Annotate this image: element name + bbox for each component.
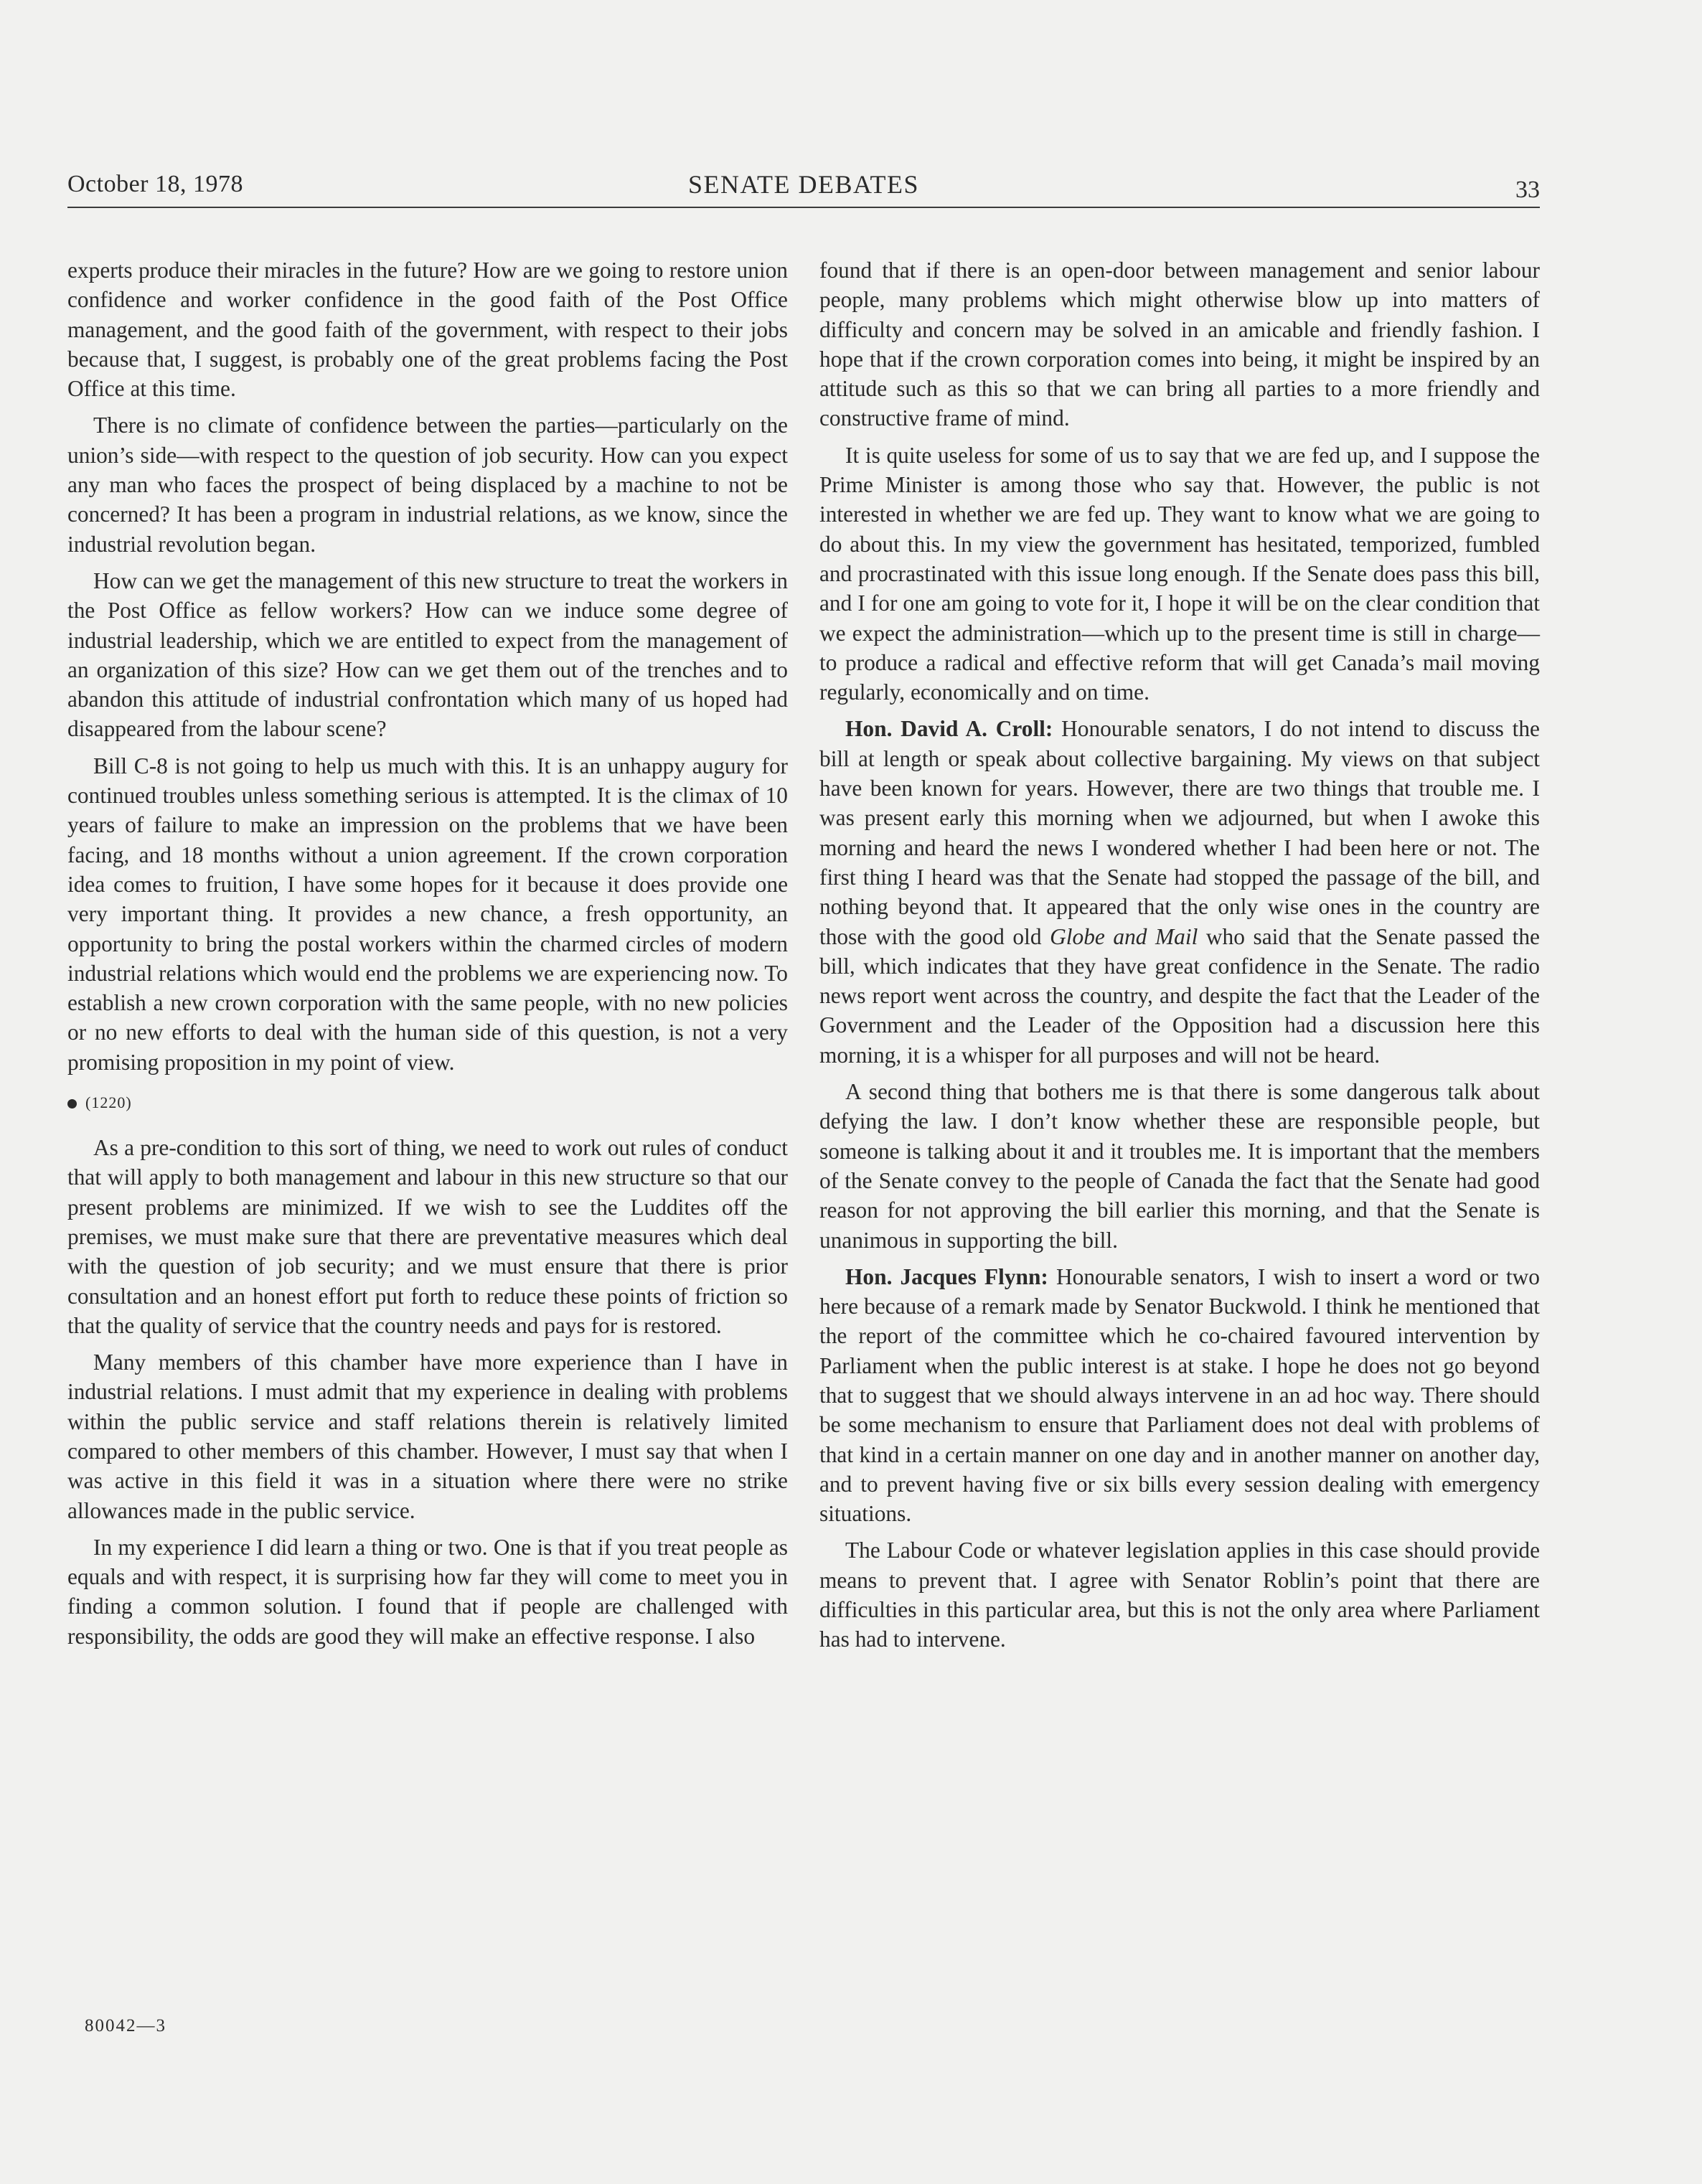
speaker-name: Hon. Jacques Flynn: [845,1263,1048,1289]
page-number: 33 [1515,176,1540,203]
paragraph: Bill C-8 is not going to help us much with this. It is an unhappy augury for continued troubles unless something serious is attempted. It is the climax of 10 years of failure to make an impression on the problems that we have been facing, and 18 months without a union agreement. If the crown corporation idea comes to fruition, I have some hopes for it because it does provide one very important thing. It provides a new chance, a fresh opportunity, an opportunity to bring the postal workers within the charmed circles of modern industrial relations which would end the problems we are experiencing now. To establish a new crown corporation with the same people, with no new policies or no new efforts to deal with the human side of this question, is not a very promising proposition in my point of view. [67,753,788,1075]
footer-code: 80042—3 [85,2016,166,2035]
time-marker [67,1093,788,1113]
paragraph: As a pre-condition to this sort of thing, we need to work out rules of conduct that will apply to both management and labour in this new structure so that our present problems are minimized. If we wish to see the Luddites off the premises, we must make sure that there are preventative measures which deal with the question of job security; and we must ensure that there is prior consultation and an honest effort put forth to reduce these points of friction so that the quality of service that the country needs and pays for is restored. [67,1135,788,1338]
speech-text: Honourable senators, I wish to insert a word or two here because of a remark made by Senator Buckwold. I think he mentioned that the report of the committee which he co-chaired favoured intervention by Parliament when the public interest is at stake. I hope he does not go beyond that to suggest that we should always intervene in an ad hoc way. There should be some mechanism to ensure that Parliament does not deal with problems of that kind in a certain manner on one day and in another manner on another day, and to prevent having five or six bills every session dealing with emergency situations. [819,1263,1540,1527]
paragraph: The Labour Code or whatever legislation applies in this case should provide means to prevent that. I agree with Senator Roblin’s point that there are difficulties in this particular area, but this is not the only area where Parliament has had to intervene. [819,1538,1540,1652]
paragraph: Many members of this chamber have more experience than I have in industrial relations. I must admit that my experience in dealing with problems within the public service and staff relations therein is relatively limited compared to other members of this chamber. However, I must say that when I was active in this field it was in a situation where there were no strike allowances made in the public service. [67,1350,788,1523]
speaker-name: Hon. David A. Croll: [845,716,1053,742]
paragraph: In my experience I did learn a thing or two. One is that if you treat people as equals and with respect, it is surprising how far they will come to meet you in finding a common solution. I found that if people are challenged with responsibility, the odds are good they will make an effective response. I also [67,1534,788,1649]
bullet-icon [67,1099,77,1109]
speech-text: Honourable senators, I do not intend to discuss the bill at length or speak about collective bargaining. My views on that subject have been known for years. However, there are two things that trouble me. I was present early this morning when we adjourned, but when I awoke this morning and heard the news I wondered whether I had been here or not. The first thing I heard was that the Senate had stopped the passage of the bill, and nothing beyond that. It appeared that the only wise ones in the country are those with the good old [819,716,1540,949]
page-header [67,166,1540,208]
speech-flynn [819,1262,1540,1529]
paragraph: It is quite useless for some of us to say that we are fed up, and I suppose the Prime Minister is among those who say that. However, the public is not interested in whether we are fed up. They want to know what we are going to do about this. In my view the government has hesitated, temporized, fumbled and procrastinated with this issue long enough. If the Senate does pass this bill, and I for one am going to vote for it, I hope it will be on the clear condition that we expect the administration—which up to the present time is still in charge—to produce a radical and effective reform that will get Canada’s mail moving regularly, economically and on time. [819,442,1540,705]
time-marker-label: (1220) [85,1093,132,1112]
header-date: October 18, 1978 [67,171,244,197]
paragraph: How can we get the management of this new structure to treat the workers in the Post Office as fellow workers? How can we induce some degree of industrial leadership, which we are entitled to expect from the management of an organization of this size? How can we get them out of the trenches and to abandon this attitude of industrial confrontation which many of us hoped had disappeared from the labour scene? [67,568,788,742]
speech-croll [819,714,1540,1070]
publication-title: Globe and Mail [1050,923,1198,949]
paragraph: A second thing that bothers me is that there is some dangerous talk about defying the law. I don’t know whether these are responsible people, but someone is talking about it and it troubles me. It is important that the members of the Senate convey to the people of Canada the fact that the Senate had good reason for not approving the bill earlier this morning, and that the Senate is unanimous in supporting the bill. [819,1079,1540,1253]
speech-text: who said that the Senate passed the bill, which indicates that they have great confidence in the Senate. The radio news report went across the country, and despite the fact that the Leader of the Government and the Leader of the Opposition had a discussion here this morning, it is a whisper for all purposes and will not be heard. [819,923,1540,1068]
header-title: SENATE DEBATES [687,170,919,199]
paragraph: found that if there is an open-door between management and senior labour people, many problems which might otherwise blow up into matters of difficulty and concern may be solved in an amicable and friendly fashion. I hope that if the crown corporation comes into being, it might be inspired by an attitude such as this so that we can bring all parties to a more friendly and constructive frame of mind. [819,258,1540,431]
paragraph: There is no climate of confidence between the parties—particularly on the union’s side—with respect to the question of job security. How can you expect any man who faces the prospect of being displaced by a machine to not be concerned? It has been a program in industrial relations, as we know, since the industrial revolution began. [67,413,788,557]
right-column [819,255,1540,1662]
paragraph: experts produce their miracles in the future? How are we going to restore union confidence and worker confidence in the good faith of the Post Office management, and the good faith of the government, with respect to their jobs because that, I suggest, is probably one of the great problems facing the Post Office at this time. [67,258,788,402]
left-column [67,255,788,1658]
